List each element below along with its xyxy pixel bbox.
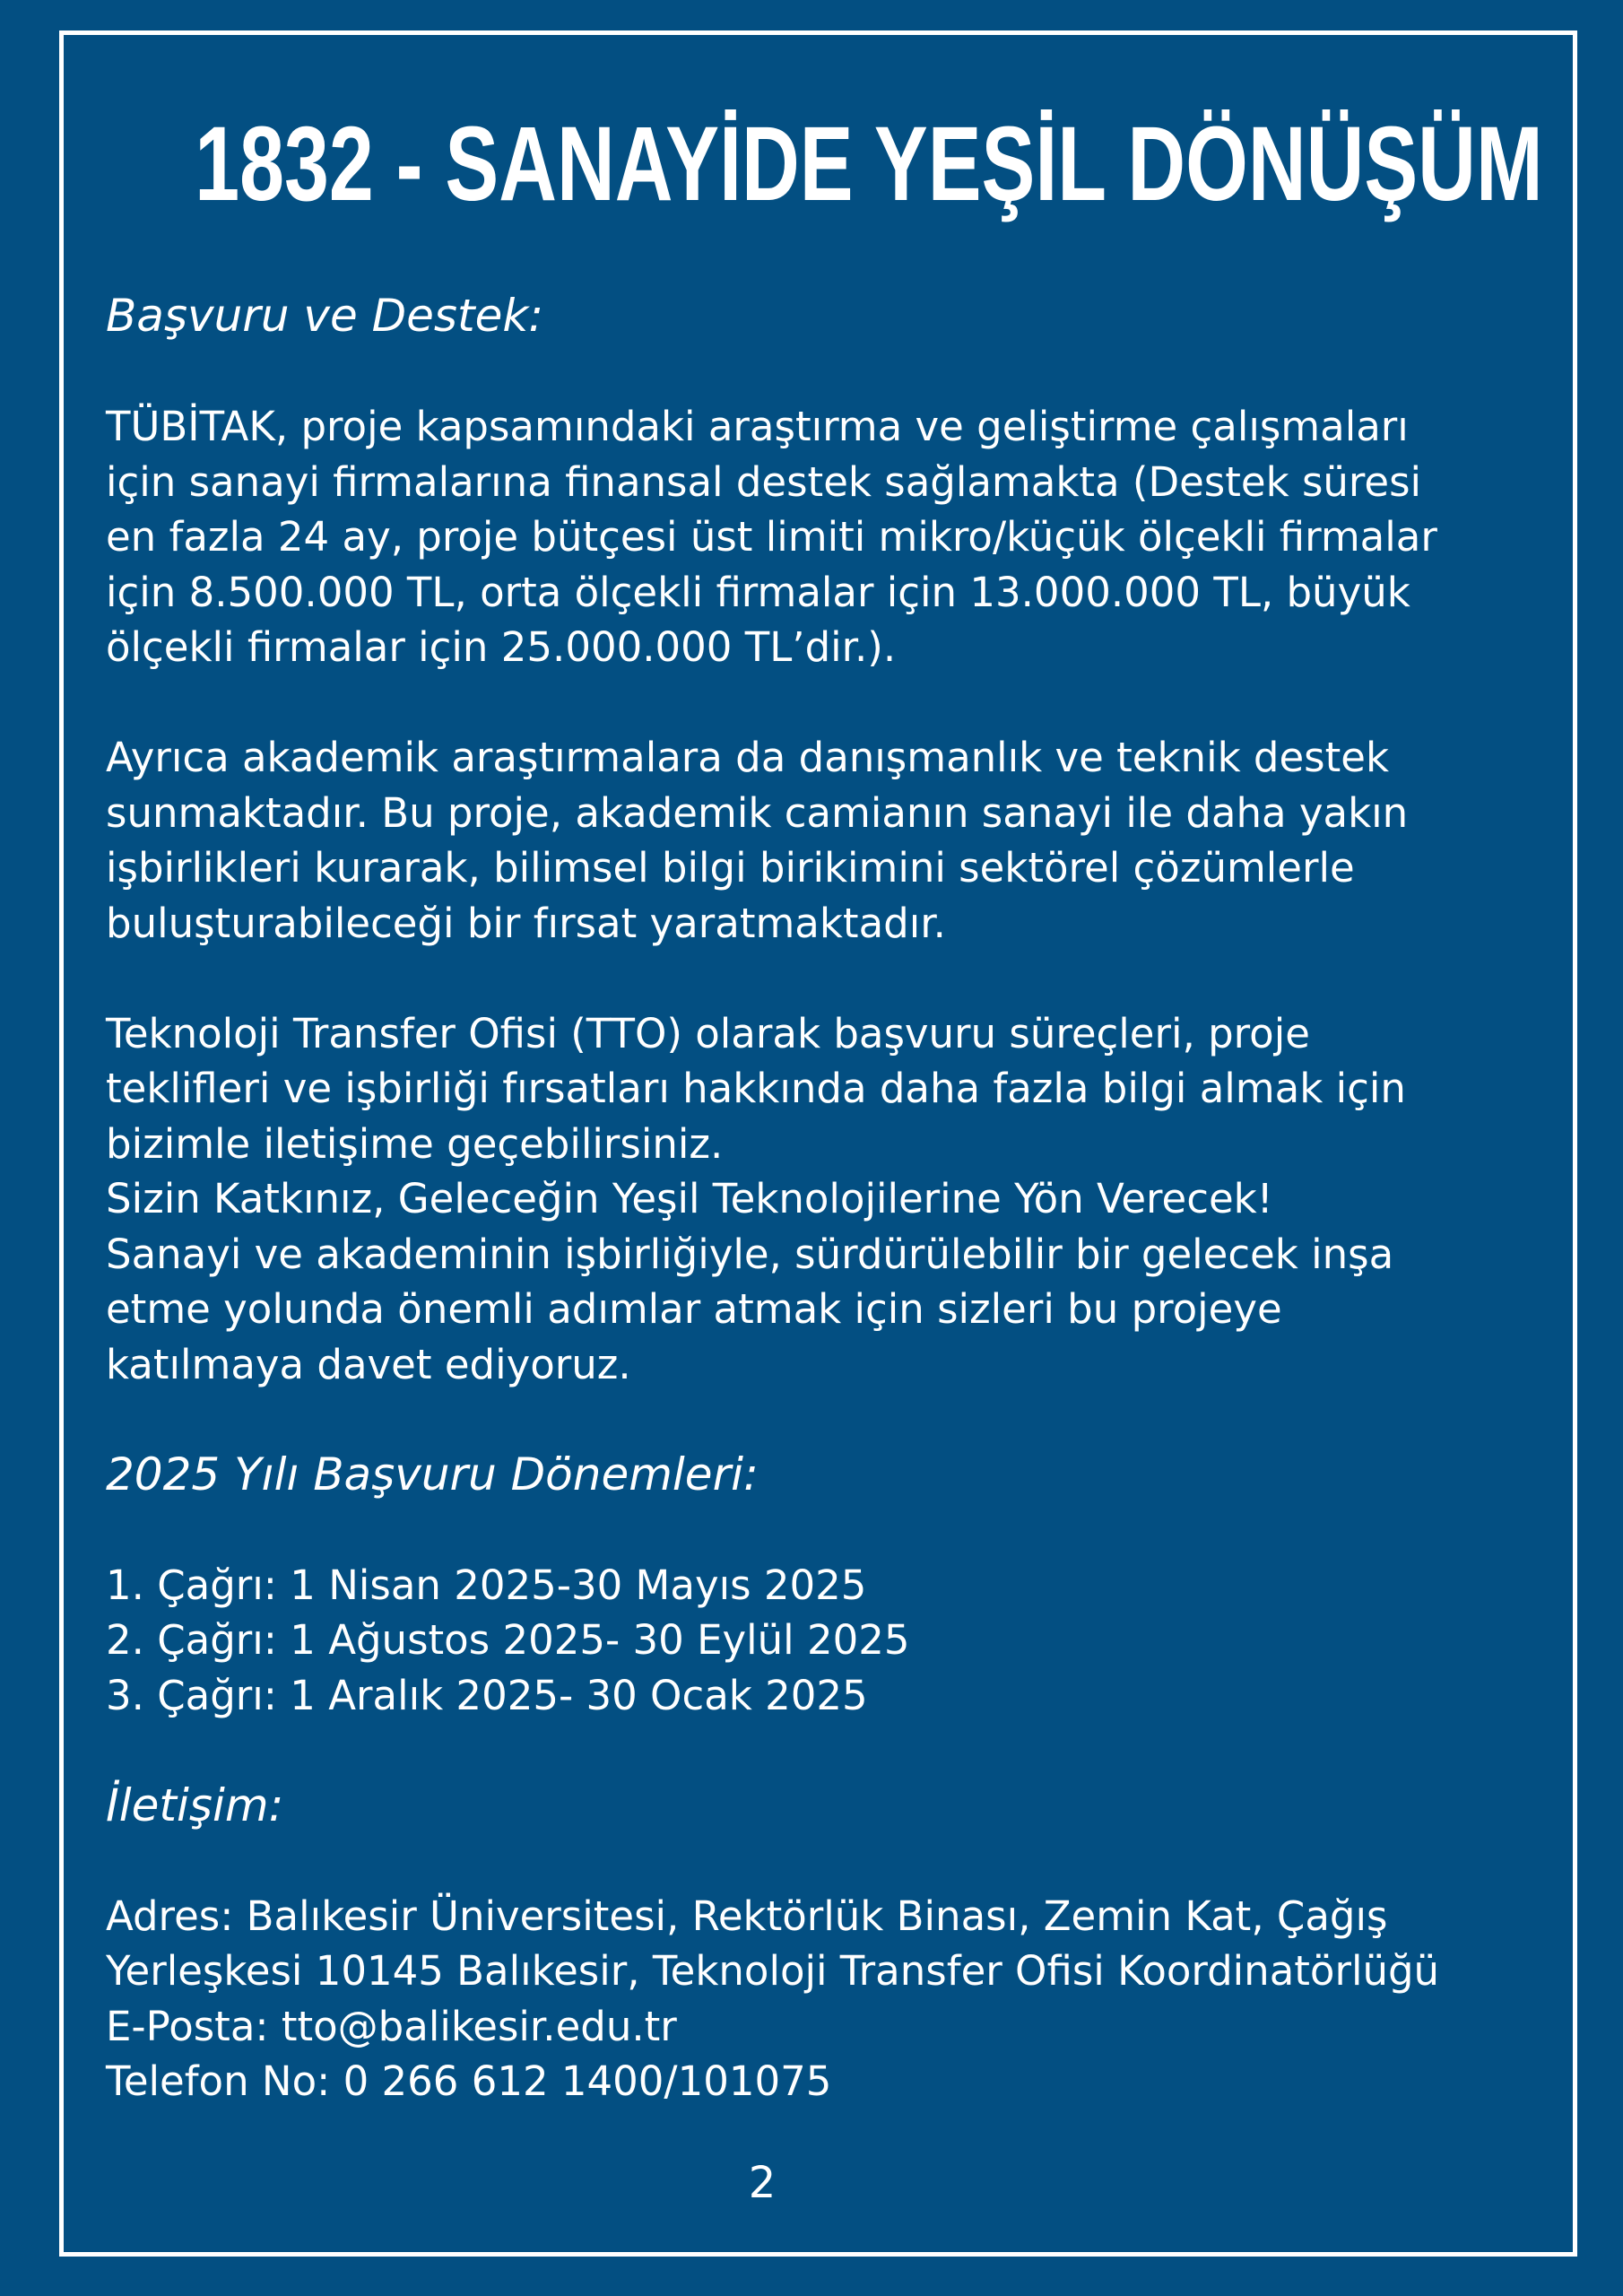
period-item: 1. Çağrı: 1 Nisan 2025-30 Mayıs 2025: [106, 1561, 867, 1609]
spacer: [106, 1723, 1523, 1779]
contact-block: [106, 1889, 1523, 2109]
period-item: 2. Çağrı: 1 Ağustos 2025- 30 Eylül 2025: [106, 1616, 910, 1664]
text-line: için 8.500.000 TL, orta ölçekli firmalar için 13.000.000 TL, büyük: [106, 568, 1410, 616]
text-line: etme yolunda önemli adımlar atmak için sizleri bu projeye: [106, 1285, 1282, 1333]
contact-phone: Telefon No: 0 266 612 1400/101075: [106, 2057, 832, 2105]
text-line: katılmaya davet ediyoruz.: [106, 1340, 631, 1388]
text-line: ölçekli firmalar için 25.000.000 TL’dir.).: [106, 623, 897, 671]
page-title: 1832 - SANAYİDE YEŞİL DÖNÜŞÜM: [195, 105, 1543, 223]
support-paragraph-3: [106, 1006, 1523, 1393]
support-paragraph-2: [106, 730, 1523, 951]
spacer: [106, 1833, 1523, 1889]
text-line: sunmaktadır. Bu proje, akademik camianın sanayi ile daha yakın: [106, 788, 1409, 837]
spacer: [106, 675, 1523, 731]
text-line: Ayrıca akademik araştırmalara da danışmanlık ve teknik destek: [106, 734, 1390, 781]
contact-address-line: Adres: Balıkesir Üniversitesi, Rektörlük Binası, Zemin Kat, Çağış: [106, 1892, 1388, 1940]
text-line: bizimle iletişime geçebilirsiniz.: [106, 1119, 724, 1168]
text-line: TÜBİTAK, proje kapsamındaki araştırma ve geliştirme çalışmaları: [106, 403, 1409, 450]
contact-email: E-Posta: tto@balikesir.edu.tr: [106, 2002, 677, 2050]
contact-address-line: Yerleşkesi 10145 Balıkesir, Teknoloji Transfer Ofisi Koordinatörlüğü: [106, 1947, 1440, 1995]
text-line: teklifleri ve işbirliği fırsatları hakkında daha fazla bilgi almak için: [106, 1065, 1406, 1112]
spacer: [106, 1392, 1523, 1448]
text-line: en fazla 24 ay, proje bütçesi üst limiti mikro/küçük ölçekli firmalar: [106, 513, 1437, 561]
text-line: için sanayi firmalarına finansal destek sağlamakta (Destek süresi: [106, 457, 1422, 506]
text-line: Sizin Katkınız, Geleceğin Yeşil Teknolojilerine Yön Verecek!: [106, 1175, 1273, 1222]
spacer: [106, 951, 1523, 1006]
support-heading: Başvuru ve Destek:: [106, 290, 544, 342]
text-line: Sanayi ve akademinin işbirliğiyle, sürdürülebilir bir gelecek inşa: [106, 1230, 1394, 1278]
text-line: buluşturabileceği bir fırsat yaratmaktadır.: [106, 899, 946, 947]
period-item: 3. Çağrı: 1 Aralık 2025- 30 Ocak 2025: [106, 1671, 868, 1719]
periods-list: [106, 1558, 1523, 1724]
contact-heading: İletişim:: [106, 1779, 284, 1831]
text-line: Teknoloji Transfer Ofisi (TTO) olarak başvuru süreçleri, proje: [106, 1009, 1310, 1057]
support-paragraph-1: [106, 399, 1523, 675]
text-line: işbirlikleri kurarak, bilimsel bilgi birikimini sektörel çözümlerle: [106, 844, 1355, 891]
spacer: [106, 344, 1523, 400]
page-number: 2: [748, 2158, 777, 2208]
document-body: [106, 289, 1523, 2109]
periods-heading: 2025 Yılı Başvuru Dönemleri:: [106, 1448, 759, 1500]
spacer: [106, 1502, 1523, 1558]
